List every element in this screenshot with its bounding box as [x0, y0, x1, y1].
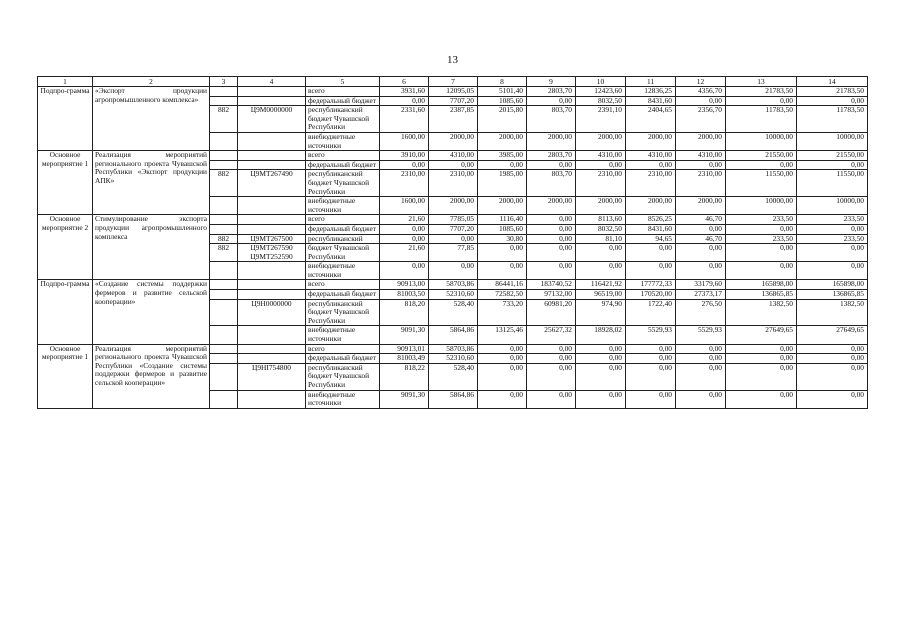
- table-row: [38, 344, 868, 354]
- funding-source: федеральный бюджет: [306, 160, 380, 170]
- amount-cell: 0,00: [726, 262, 797, 280]
- amount-cell: 4310,00: [626, 151, 676, 161]
- amount-cell: 0,00: [676, 390, 726, 408]
- budget-classification-code: [238, 280, 306, 290]
- block-title: Реализация мероприятий регионального проекта Чувашской Республики «Экспорт продукции АПК»: [93, 151, 210, 215]
- amount-cell: 7707,20: [429, 96, 478, 106]
- page-number: 13: [447, 54, 458, 66]
- amount-cell: 0,00: [797, 160, 868, 170]
- table-row: [38, 151, 868, 161]
- amount-cell: 7785,05: [429, 215, 478, 225]
- column-header-4: 4: [238, 77, 306, 87]
- funding-source: республиканский: [306, 234, 380, 244]
- amount-cell: 13125,46: [478, 326, 527, 344]
- amount-cell: 10000,00: [726, 197, 797, 215]
- column-header-7: 7: [429, 77, 478, 87]
- budget-classification-code: [238, 215, 306, 225]
- executor-code: [210, 299, 238, 326]
- budget-classification-code: [238, 96, 306, 106]
- column-header-3: 3: [210, 77, 238, 87]
- column-header-1: 1: [38, 77, 93, 87]
- funding-source: федеральный бюджет: [306, 224, 380, 234]
- executor-code: [210, 160, 238, 170]
- amount-cell: 11550,00: [726, 170, 797, 197]
- amount-cell: 0,00: [527, 96, 576, 106]
- amount-cell: 8032,50: [576, 224, 626, 234]
- amount-cell: 1722,40: [626, 299, 676, 326]
- amount-cell: 2000,00: [527, 132, 576, 150]
- funding-source: внебюджетные источники: [306, 132, 380, 150]
- amount-cell: 0,00: [626, 344, 676, 354]
- amount-cell: 7707,20: [429, 224, 478, 234]
- amount-cell: 0,00: [478, 160, 527, 170]
- block-type-label: Основное мероприятие 2: [38, 215, 93, 280]
- amount-cell: 0,00: [576, 344, 626, 354]
- amount-cell: 1085,60: [478, 224, 527, 234]
- amount-cell: 136865,85: [797, 290, 868, 300]
- funding-source: федеральный бюджет: [306, 354, 380, 364]
- header-row: [38, 77, 868, 87]
- budget-classification-code: [238, 326, 306, 344]
- amount-cell: 116421,92: [576, 280, 626, 290]
- funding-source: всего: [306, 344, 380, 354]
- amount-cell: 52310,60: [429, 354, 478, 364]
- budget-classification-code: [238, 160, 306, 170]
- funding-source: всего: [306, 280, 380, 290]
- amount-cell: 11783,50: [726, 106, 797, 133]
- amount-cell: 0,00: [380, 262, 429, 280]
- funding-source: федеральный бюджет: [306, 96, 380, 106]
- executor-code: [210, 262, 238, 280]
- funding-source: республиканский бюджет Чувашской Республики: [306, 363, 380, 390]
- amount-cell: 528,40: [429, 299, 478, 326]
- column-header-9: 9: [527, 77, 576, 87]
- amount-cell: 96519,00: [576, 290, 626, 300]
- amount-cell: 1116,40: [478, 215, 527, 225]
- amount-cell: 0,00: [527, 244, 576, 262]
- amount-cell: 18928,02: [576, 326, 626, 344]
- funding-source: республиканский бюджет Чувашской Республики: [306, 170, 380, 197]
- amount-cell: 46,70: [676, 234, 726, 244]
- amount-cell: 0,00: [429, 262, 478, 280]
- block-title: Реализация мероприятий регионального проекта Чувашской Республики «Создание системы поддержки фермеров и развитие сельской кооперации»: [93, 344, 210, 408]
- executor-code: 882: [210, 244, 238, 262]
- executor-code: [210, 132, 238, 150]
- amount-cell: 0,00: [797, 363, 868, 390]
- column-header-2: 2: [93, 77, 210, 87]
- funding-source: федеральный бюджет: [306, 290, 380, 300]
- amount-cell: 0,00: [576, 262, 626, 280]
- amount-cell: 1382,50: [797, 299, 868, 326]
- amount-cell: 0,00: [676, 160, 726, 170]
- table-row: [38, 87, 868, 97]
- amount-cell: 10000,00: [797, 197, 868, 215]
- amount-cell: 0,00: [527, 160, 576, 170]
- amount-cell: 58703,86: [429, 344, 478, 354]
- executor-code: [210, 363, 238, 390]
- amount-cell: 10000,00: [726, 132, 797, 150]
- amount-cell: 733,20: [478, 299, 527, 326]
- budget-classification-code: [238, 132, 306, 150]
- amount-cell: 0,00: [576, 390, 626, 408]
- amount-cell: 2015,80: [478, 106, 527, 133]
- amount-cell: 0,00: [726, 390, 797, 408]
- column-header-11: 11: [626, 77, 676, 87]
- amount-cell: 0,00: [676, 262, 726, 280]
- amount-cell: 0,00: [797, 344, 868, 354]
- budget-classification-code: [238, 344, 306, 354]
- funding-source: внебюджетные источники: [306, 262, 380, 280]
- amount-cell: 2310,00: [429, 170, 478, 197]
- amount-cell: 5529,93: [626, 326, 676, 344]
- amount-cell: 0,00: [726, 344, 797, 354]
- amount-cell: 1600,00: [380, 197, 429, 215]
- executor-code: [210, 96, 238, 106]
- amount-cell: 0,00: [576, 354, 626, 364]
- amount-cell: 233,50: [726, 215, 797, 225]
- block-type-label: Основное мероприятие 1: [38, 151, 93, 215]
- budget-classification-code: Ц9НI754800: [238, 363, 306, 390]
- amount-cell: 0,00: [726, 354, 797, 364]
- executor-code: [210, 151, 238, 161]
- amount-cell: 12095,05: [429, 87, 478, 97]
- amount-cell: 233,50: [797, 234, 868, 244]
- amount-cell: 5529,93: [676, 326, 726, 344]
- amount-cell: 0,00: [676, 354, 726, 364]
- executor-code: 882: [210, 106, 238, 133]
- amount-cell: 0,00: [429, 234, 478, 244]
- amount-cell: 0,00: [576, 244, 626, 262]
- amount-cell: 2310,00: [626, 170, 676, 197]
- amount-cell: 21,60: [380, 244, 429, 262]
- amount-cell: 1985,00: [478, 170, 527, 197]
- amount-cell: 183740,52: [527, 280, 576, 290]
- amount-cell: 0,00: [478, 354, 527, 364]
- amount-cell: 0,00: [726, 363, 797, 390]
- budget-classification-code: [238, 354, 306, 364]
- amount-cell: 4310,00: [576, 151, 626, 161]
- funding-source: всего: [306, 151, 380, 161]
- funding-source: всего: [306, 87, 380, 97]
- amount-cell: 3985,00: [478, 151, 527, 161]
- amount-cell: 5864,86: [429, 390, 478, 408]
- amount-cell: 27373,17: [676, 290, 726, 300]
- amount-cell: 2404,65: [626, 106, 676, 133]
- amount-cell: 11783,50: [797, 106, 868, 133]
- amount-cell: 90913,00: [380, 280, 429, 290]
- funding-source: республиканский бюджет Чувашской Республики: [306, 299, 380, 326]
- amount-cell: 58703,86: [429, 280, 478, 290]
- amount-cell: 0,00: [380, 160, 429, 170]
- amount-cell: 21783,50: [797, 87, 868, 97]
- amount-cell: 276,50: [676, 299, 726, 326]
- amount-cell: 0,00: [380, 224, 429, 234]
- amount-cell: 0,00: [429, 160, 478, 170]
- funding-source: республиканский бюджет Чувашской Республики: [306, 106, 380, 133]
- amount-cell: 8032,50: [576, 96, 626, 106]
- amount-cell: 233,50: [797, 215, 868, 225]
- block-title: «Экспорт продукции агропромышленного комплекса»: [93, 87, 210, 151]
- amount-cell: 2000,00: [429, 197, 478, 215]
- amount-cell: 90913,01: [380, 344, 429, 354]
- amount-cell: 0,00: [676, 244, 726, 262]
- amount-cell: 0,00: [478, 344, 527, 354]
- column-header-8: 8: [478, 77, 527, 87]
- amount-cell: 0,00: [527, 224, 576, 234]
- executor-code: [210, 326, 238, 344]
- amount-cell: 3931,60: [380, 87, 429, 97]
- amount-cell: 8431,60: [626, 96, 676, 106]
- amount-cell: 11550,00: [797, 170, 868, 197]
- amount-cell: 2000,00: [478, 132, 527, 150]
- funding-source: всего: [306, 215, 380, 225]
- amount-cell: 12423,60: [576, 87, 626, 97]
- amount-cell: 2310,00: [676, 170, 726, 197]
- amount-cell: 8526,25: [626, 215, 676, 225]
- amount-cell: 2000,00: [576, 132, 626, 150]
- amount-cell: 46,70: [676, 215, 726, 225]
- amount-cell: 2331,60: [380, 106, 429, 133]
- amount-cell: 974,90: [576, 299, 626, 326]
- amount-cell: 5101,40: [478, 87, 527, 97]
- executor-code: [210, 280, 238, 290]
- block-title: «Создание системы поддержки фермеров и развитие сельской кооперации»: [93, 280, 210, 344]
- amount-cell: 8113,60: [576, 215, 626, 225]
- budget-classification-code: [238, 197, 306, 215]
- funding-source: внебюджетные источники: [306, 197, 380, 215]
- budget-classification-code: [238, 290, 306, 300]
- amount-cell: 21,60: [380, 215, 429, 225]
- amount-cell: 77,85: [429, 244, 478, 262]
- amount-cell: 2310,00: [380, 170, 429, 197]
- column-header-10: 10: [576, 77, 626, 87]
- amount-cell: 2000,00: [676, 197, 726, 215]
- amount-cell: 33179,60: [676, 280, 726, 290]
- executor-code: [210, 197, 238, 215]
- amount-cell: 21783,50: [726, 87, 797, 97]
- amount-cell: 0,00: [576, 160, 626, 170]
- amount-cell: 0,00: [527, 354, 576, 364]
- amount-cell: 818,20: [380, 299, 429, 326]
- amount-cell: 0,00: [797, 354, 868, 364]
- amount-cell: 81003,50: [380, 290, 429, 300]
- amount-cell: 86441,16: [478, 280, 527, 290]
- amount-cell: 0,00: [626, 354, 676, 364]
- amount-cell: 0,00: [797, 96, 868, 106]
- block-title: Стимулирование экспорта продукции агропромышленного комплекса: [93, 215, 210, 280]
- amount-cell: 2000,00: [626, 197, 676, 215]
- amount-cell: 170520,00: [626, 290, 676, 300]
- block-type-label: Подпро-грамма: [38, 87, 93, 151]
- amount-cell: 165898,00: [797, 280, 868, 290]
- amount-cell: 2803,70: [527, 151, 576, 161]
- amount-cell: 97132,00: [527, 290, 576, 300]
- amount-cell: 25627,32: [527, 326, 576, 344]
- amount-cell: 233,50: [726, 234, 797, 244]
- column-header-13: 13: [726, 77, 797, 87]
- amount-cell: 0,00: [797, 390, 868, 408]
- budget-classification-code: [238, 262, 306, 280]
- block-type-label: Основное мероприятие 1: [38, 344, 93, 408]
- budget-classification-code: [238, 87, 306, 97]
- amount-cell: 2000,00: [478, 197, 527, 215]
- amount-cell: 0,00: [626, 244, 676, 262]
- amount-cell: 165898,00: [726, 280, 797, 290]
- executor-code: 882: [210, 170, 238, 197]
- table-row: [38, 280, 868, 290]
- amount-cell: 0,00: [797, 224, 868, 234]
- amount-cell: 0,00: [626, 363, 676, 390]
- amount-cell: 0,00: [576, 363, 626, 390]
- amount-cell: 12836,25: [626, 87, 676, 97]
- amount-cell: 0,00: [797, 244, 868, 262]
- amount-cell: 21550,00: [797, 151, 868, 161]
- amount-cell: 3910,00: [380, 151, 429, 161]
- amount-cell: 2391,10: [576, 106, 626, 133]
- amount-cell: 0,00: [726, 244, 797, 262]
- budget-classification-code: [238, 224, 306, 234]
- amount-cell: 2000,00: [576, 197, 626, 215]
- funding-source: бюджет Чувашской Республики: [306, 244, 380, 262]
- amount-cell: 2387,85: [429, 106, 478, 133]
- column-header-12: 12: [676, 77, 726, 87]
- amount-cell: 1382,50: [726, 299, 797, 326]
- amount-cell: 8431,60: [626, 224, 676, 234]
- amount-cell: 52310,60: [429, 290, 478, 300]
- executor-code: [210, 215, 238, 225]
- amount-cell: 0,00: [478, 244, 527, 262]
- amount-cell: 5864,86: [429, 326, 478, 344]
- amount-cell: 0,00: [380, 234, 429, 244]
- amount-cell: 0,00: [527, 234, 576, 244]
- amount-cell: 30,80: [478, 234, 527, 244]
- funding-source: внебюджетные источники: [306, 326, 380, 344]
- table-row: [38, 215, 868, 225]
- budget-classification-code: Ц9МТ267490: [238, 170, 306, 197]
- column-header-6: 6: [380, 77, 429, 87]
- amount-cell: 2000,00: [429, 132, 478, 150]
- amount-cell: 60981,20: [527, 299, 576, 326]
- executor-code: [210, 87, 238, 97]
- budget-classification-code: Ц9Н0000000: [238, 299, 306, 326]
- column-header-14: 14: [797, 77, 868, 87]
- amount-cell: 136865,85: [726, 290, 797, 300]
- amount-cell: 2803,70: [527, 87, 576, 97]
- executor-code: [210, 354, 238, 364]
- amount-cell: 10000,00: [797, 132, 868, 150]
- executor-code: [210, 224, 238, 234]
- amount-cell: 0,00: [626, 160, 676, 170]
- amount-cell: 0,00: [676, 344, 726, 354]
- amount-cell: 0,00: [726, 224, 797, 234]
- budget-classification-code: [238, 151, 306, 161]
- amount-cell: 0,00: [478, 363, 527, 390]
- amount-cell: 81003,49: [380, 354, 429, 364]
- amount-cell: 0,00: [726, 96, 797, 106]
- amount-cell: 1085,60: [478, 96, 527, 106]
- amount-cell: 1600,00: [380, 132, 429, 150]
- amount-cell: 2000,00: [527, 197, 576, 215]
- executor-code: [210, 390, 238, 408]
- amount-cell: 4310,00: [676, 151, 726, 161]
- amount-cell: 0,00: [478, 390, 527, 408]
- amount-cell: 0,00: [527, 262, 576, 280]
- amount-cell: 4356,70: [676, 87, 726, 97]
- amount-cell: 0,00: [676, 96, 726, 106]
- amount-cell: 81,10: [576, 234, 626, 244]
- budget-table: [37, 76, 868, 409]
- amount-cell: 0,00: [626, 262, 676, 280]
- amount-cell: 9091,30: [380, 326, 429, 344]
- amount-cell: 177772,33: [626, 280, 676, 290]
- amount-cell: 818,22: [380, 363, 429, 390]
- amount-cell: 2000,00: [676, 132, 726, 150]
- executor-code: [210, 290, 238, 300]
- amount-cell: 94,65: [626, 234, 676, 244]
- amount-cell: 0,00: [726, 160, 797, 170]
- amount-cell: 27649,65: [726, 326, 797, 344]
- budget-classification-code: Ц9МТ267500: [238, 234, 306, 244]
- amount-cell: 0,00: [527, 390, 576, 408]
- amount-cell: 21550,00: [726, 151, 797, 161]
- budget-classification-code: Ц9МТ267590 Ц9МТ252590: [238, 244, 306, 262]
- column-header-5: 5: [306, 77, 380, 87]
- amount-cell: 0,00: [626, 390, 676, 408]
- executor-code: [210, 344, 238, 354]
- amount-cell: 0,00: [527, 363, 576, 390]
- amount-cell: 0,00: [478, 262, 527, 280]
- amount-cell: 2356,70: [676, 106, 726, 133]
- amount-cell: 803,70: [527, 170, 576, 197]
- budget-classification-code: Ц9М0000000: [238, 106, 306, 133]
- amount-cell: 0,00: [676, 363, 726, 390]
- amount-cell: 0,00: [527, 344, 576, 354]
- amount-cell: 803,70: [527, 106, 576, 133]
- amount-cell: 528,40: [429, 363, 478, 390]
- amount-cell: 0,00: [676, 224, 726, 234]
- amount-cell: 2310,00: [576, 170, 626, 197]
- amount-cell: 27649,65: [797, 326, 868, 344]
- amount-cell: 72582,50: [478, 290, 527, 300]
- budget-classification-code: [238, 390, 306, 408]
- amount-cell: 0,00: [527, 215, 576, 225]
- amount-cell: 9091,30: [380, 390, 429, 408]
- amount-cell: 4310,00: [429, 151, 478, 161]
- amount-cell: 0,00: [797, 262, 868, 280]
- funding-source: внебюджетные источники: [306, 390, 380, 408]
- executor-code: 882: [210, 234, 238, 244]
- block-type-label: Подпро-грамма: [38, 280, 93, 344]
- amount-cell: 2000,00: [626, 132, 676, 150]
- amount-cell: 0,00: [380, 96, 429, 106]
